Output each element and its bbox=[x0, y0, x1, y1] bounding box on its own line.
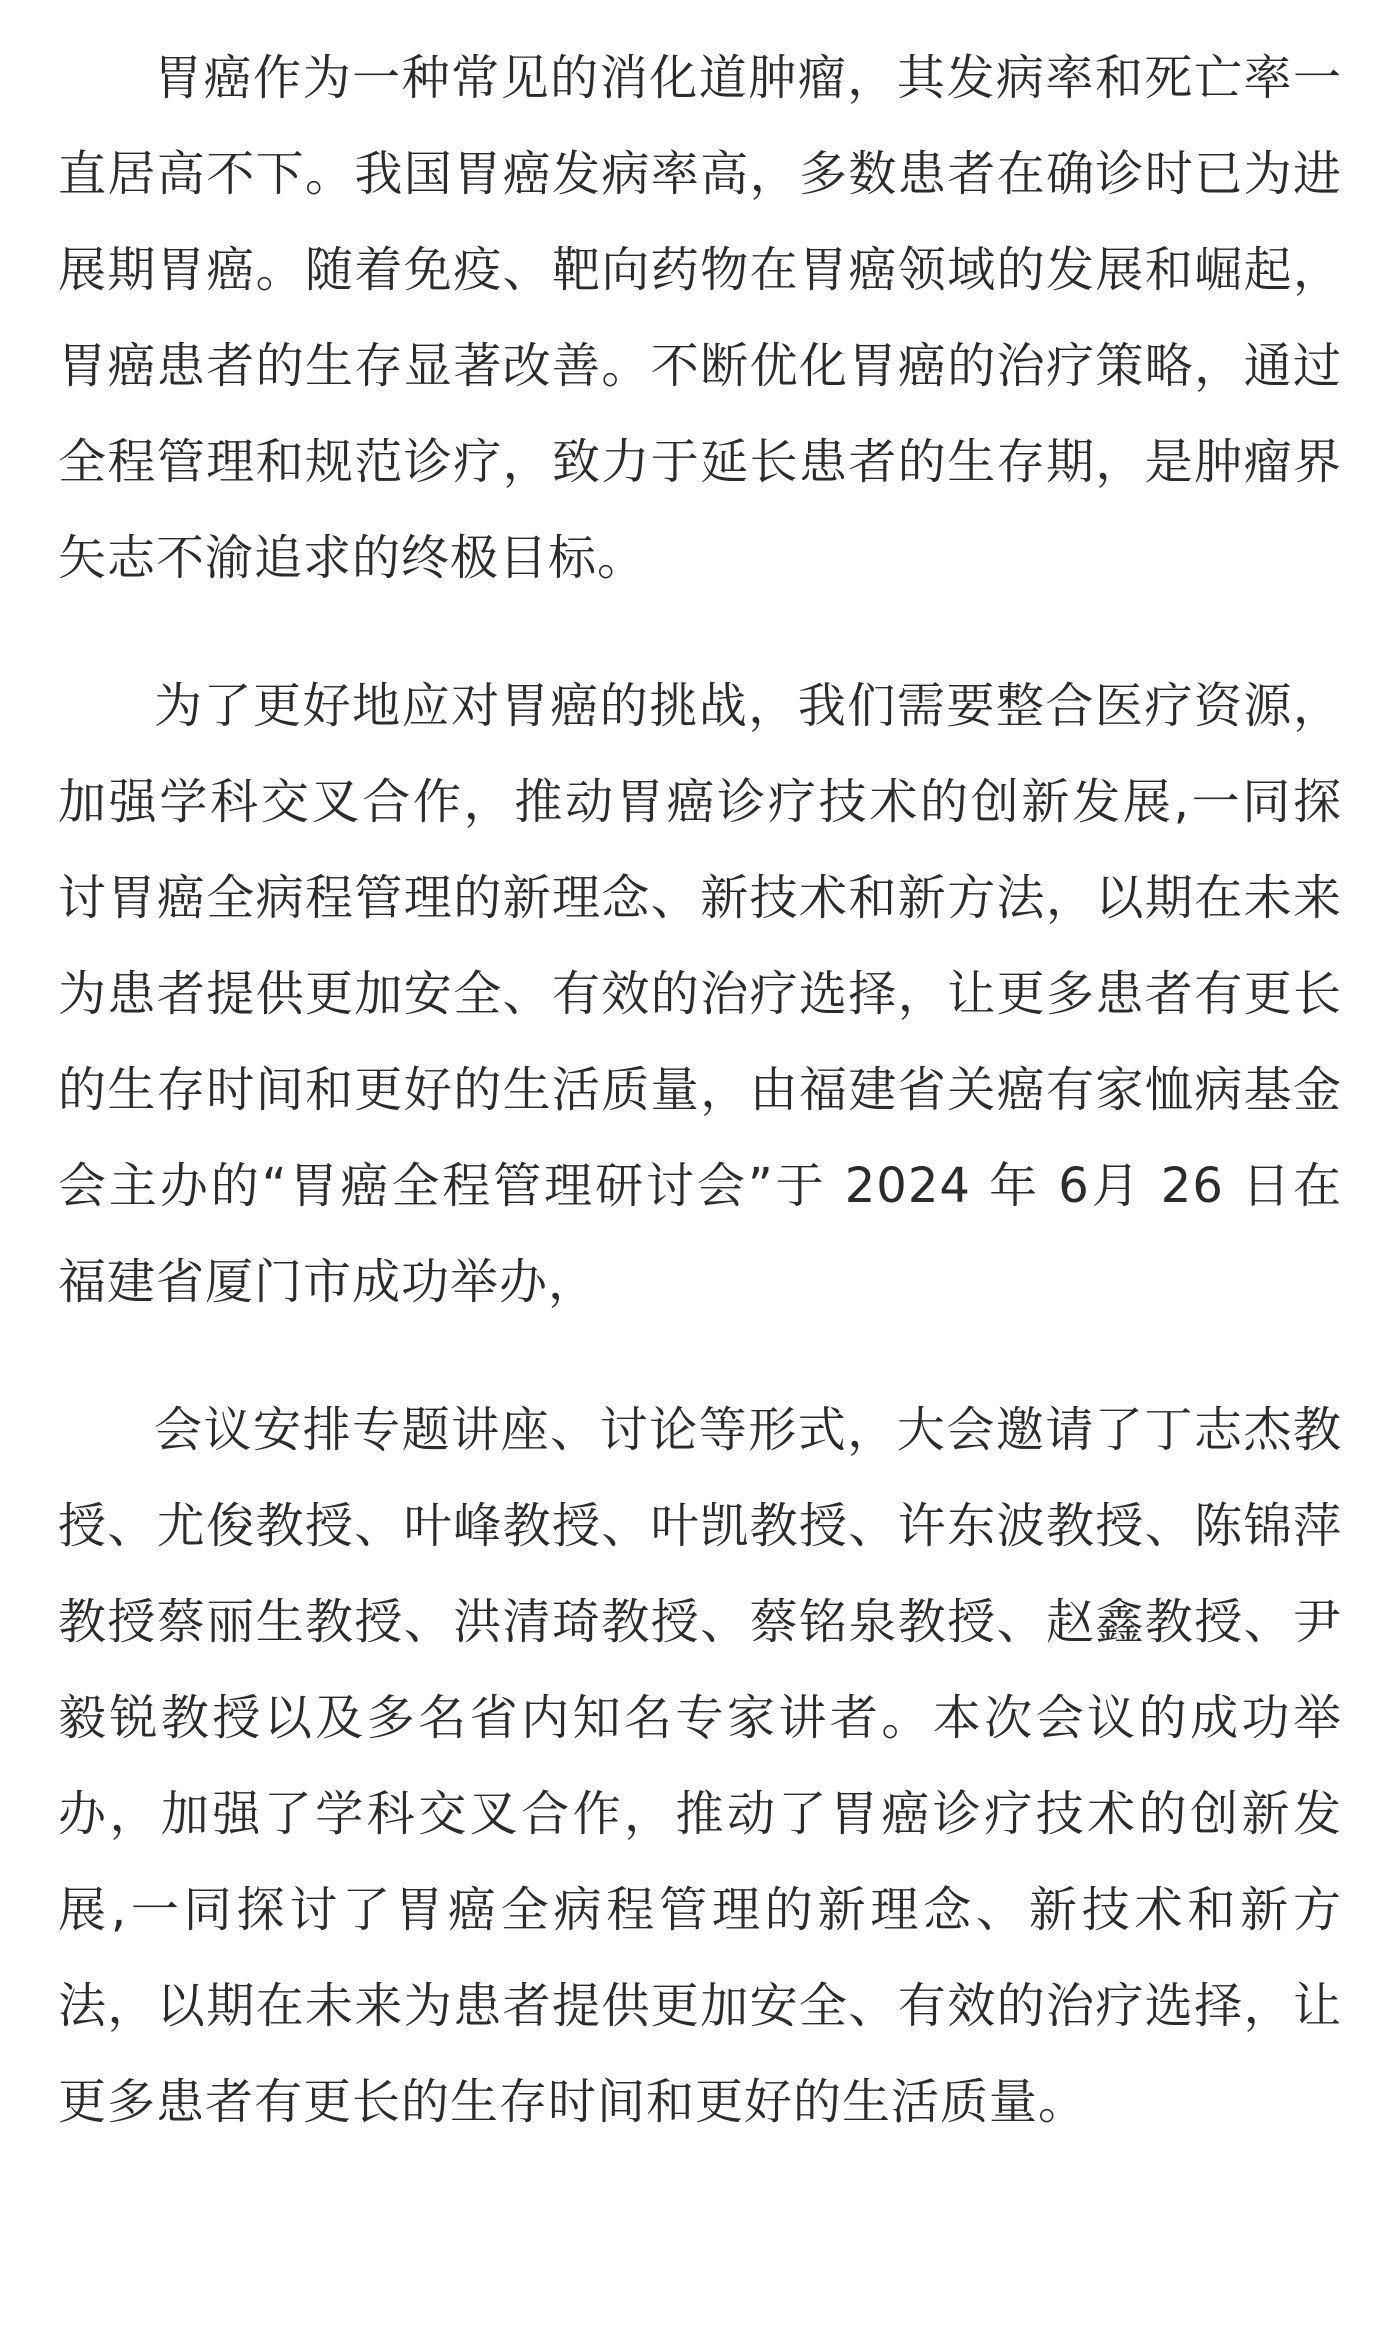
paragraph-symposium: 为了更好地应对胃癌的挑战，我们需要整合医疗资源，加强学科交叉合作，推动胃癌诊疗技术的创新发展,一同探讨胃癌全病程管理的新理念、新技术和新方法，以期在未来为患者提供更加安全、有效的治疗选择，让更多患者有更长的生存时间和更好的生活质量，由福建省关癌有家恤病基金会主办的“胃癌全程管理研讨会”于 2024 年 6月 26 日在福建省厦门市成功举办， bbox=[58, 678, 1342, 1310]
paragraph-intro: 胃癌作为一种常见的消化道肿瘤，其发病率和死亡率一直居高不下。我国胃癌发病率高，多数患者在确诊时已为进展期胃癌。随着免疫、靶向药物在胃癌领域的发展和崛起，胃癌患者的生存显著改善。不断优化胃癌的治疗策略，通过全程管理和规范诊疗，致力于延长患者的生存期，是肿瘤界矢志不渝追求的终极目标。 bbox=[58, 50, 1342, 586]
paragraph-speakers: 会议安排专题讲座、讨论等形式，大会邀请了丁志杰教授、尤俊教授、叶峰教授、叶凯教授、许东波教授、陈锦萍教授蔡丽生教授、洪清琦教授、蔡铭泉教授、赵鑫教授、尹毅锐教授以及多名省内知名专家讲者。本次会议的成功举办，加强了学科交叉合作，推动了胃癌诊疗技术的创新发展,一同探讨了胃癌全病程管理的新理念、新技术和新方法，以期在未来为患者提供更加安全、有效的治疗选择，让更多患者有更长的生存时间和更好的生活质量。 bbox=[58, 1402, 1342, 2130]
article-body bbox=[58, 30, 1342, 2150]
